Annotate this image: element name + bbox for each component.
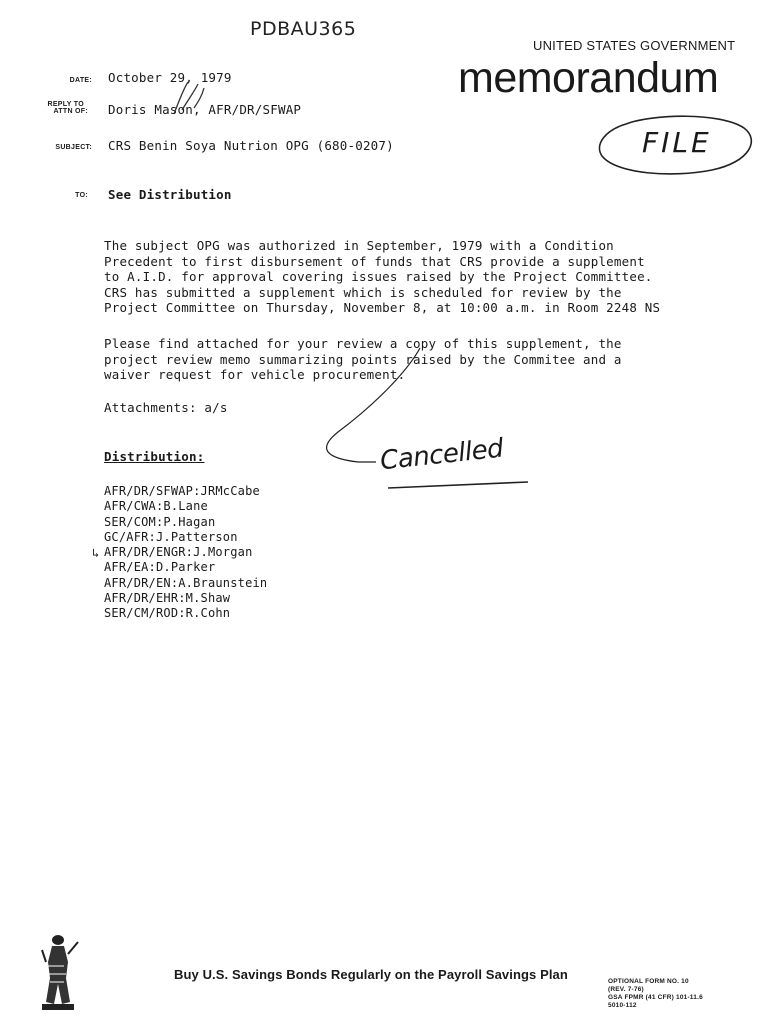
form-id-line: GSA FPMR (41 CFR) 101-11.6 xyxy=(608,994,703,1001)
footer-slogan: Buy U.S. Savings Bonds Regularly on the Payroll Savings Plan xyxy=(174,967,568,982)
body-line: project review memo summarizing points raised by the Commitee and a xyxy=(104,351,622,367)
distribution-item: AFR/DR/ENGR:J.Morgan xyxy=(104,545,253,560)
body-line: CRS has submitted a supplement which is scheduled for review by the xyxy=(104,284,622,300)
reply-to-label-line1: REPLY TO xyxy=(47,101,84,108)
distribution-check-mark: ↳ xyxy=(92,546,100,560)
form-id-line: (REV. 7-76) xyxy=(608,986,644,993)
distribution-list xyxy=(104,484,267,622)
reply-to-value: Doris Mason, AFR/DR/SFWAP xyxy=(108,102,302,117)
cancelled-annotation: Cancelled xyxy=(378,433,505,477)
file-stamp-text: FILE xyxy=(642,126,712,159)
body-line: waiver request for vehicle procurement. xyxy=(104,367,406,382)
to-value: See Distribution xyxy=(108,187,232,202)
distribution-item: SER/COM:P.Hagan xyxy=(104,514,216,529)
minuteman-emblem xyxy=(38,932,82,1012)
reply-to-label-line2: ATTN OF: xyxy=(53,108,88,115)
distribution-item: SER/CM/ROD:R.Cohn xyxy=(104,606,231,621)
body-line: Please find attached for your review a copy of this supplement, the xyxy=(104,336,622,351)
memorandum-title: memorandum xyxy=(458,54,719,102)
agency-header: UNITED STATES GOVERNMENT xyxy=(533,38,736,53)
distribution-item: AFR/DR/EHR:M.Shaw xyxy=(104,591,231,606)
date-value: October 29, 1979 xyxy=(108,70,232,85)
body-line: Precedent to first disbursement of funds that CRS provide a supplement xyxy=(104,253,645,269)
subject-value: CRS Benin Soya Nutrion OPG (680-0207) xyxy=(108,138,394,153)
to-label: TO: xyxy=(75,192,88,199)
distribution-item: GC/AFR:J.Patterson xyxy=(104,529,238,544)
form-id-line: 5010-112 xyxy=(608,1002,637,1009)
distribution-item: AFR/EA:D.Parker xyxy=(104,560,216,575)
subject-label: SUBJECT: xyxy=(55,144,92,151)
form-id-line: OPTIONAL FORM NO. 10 xyxy=(608,978,689,985)
date-label: DATE: xyxy=(69,77,92,84)
body-line: The subject OPG was authorized in September, 1979 with a Condition xyxy=(104,238,614,253)
handwritten-document-code: PDBAU365 xyxy=(250,18,357,40)
distribution-heading: Distribution: xyxy=(104,449,205,464)
footer-form-id xyxy=(608,978,703,1010)
body-line: to A.I.D. for approval covering issues raised by the Project Committee. xyxy=(104,269,653,284)
handwritten-initials xyxy=(168,80,208,120)
body-paragraph-1 xyxy=(104,238,660,316)
distribution-item: AFR/DR/SFWAP:JRMcCabe xyxy=(104,484,260,498)
body-line: Project Committee on Thursday, November 8, at 10:00 a.m. in Room 2248 NS xyxy=(104,300,661,315)
distribution-item: AFR/CWA:B.Lane xyxy=(104,499,208,514)
distribution-item: AFR/DR/EN:A.Braunstein xyxy=(104,575,268,590)
attachments-line: Attachments: a/s xyxy=(104,400,228,415)
